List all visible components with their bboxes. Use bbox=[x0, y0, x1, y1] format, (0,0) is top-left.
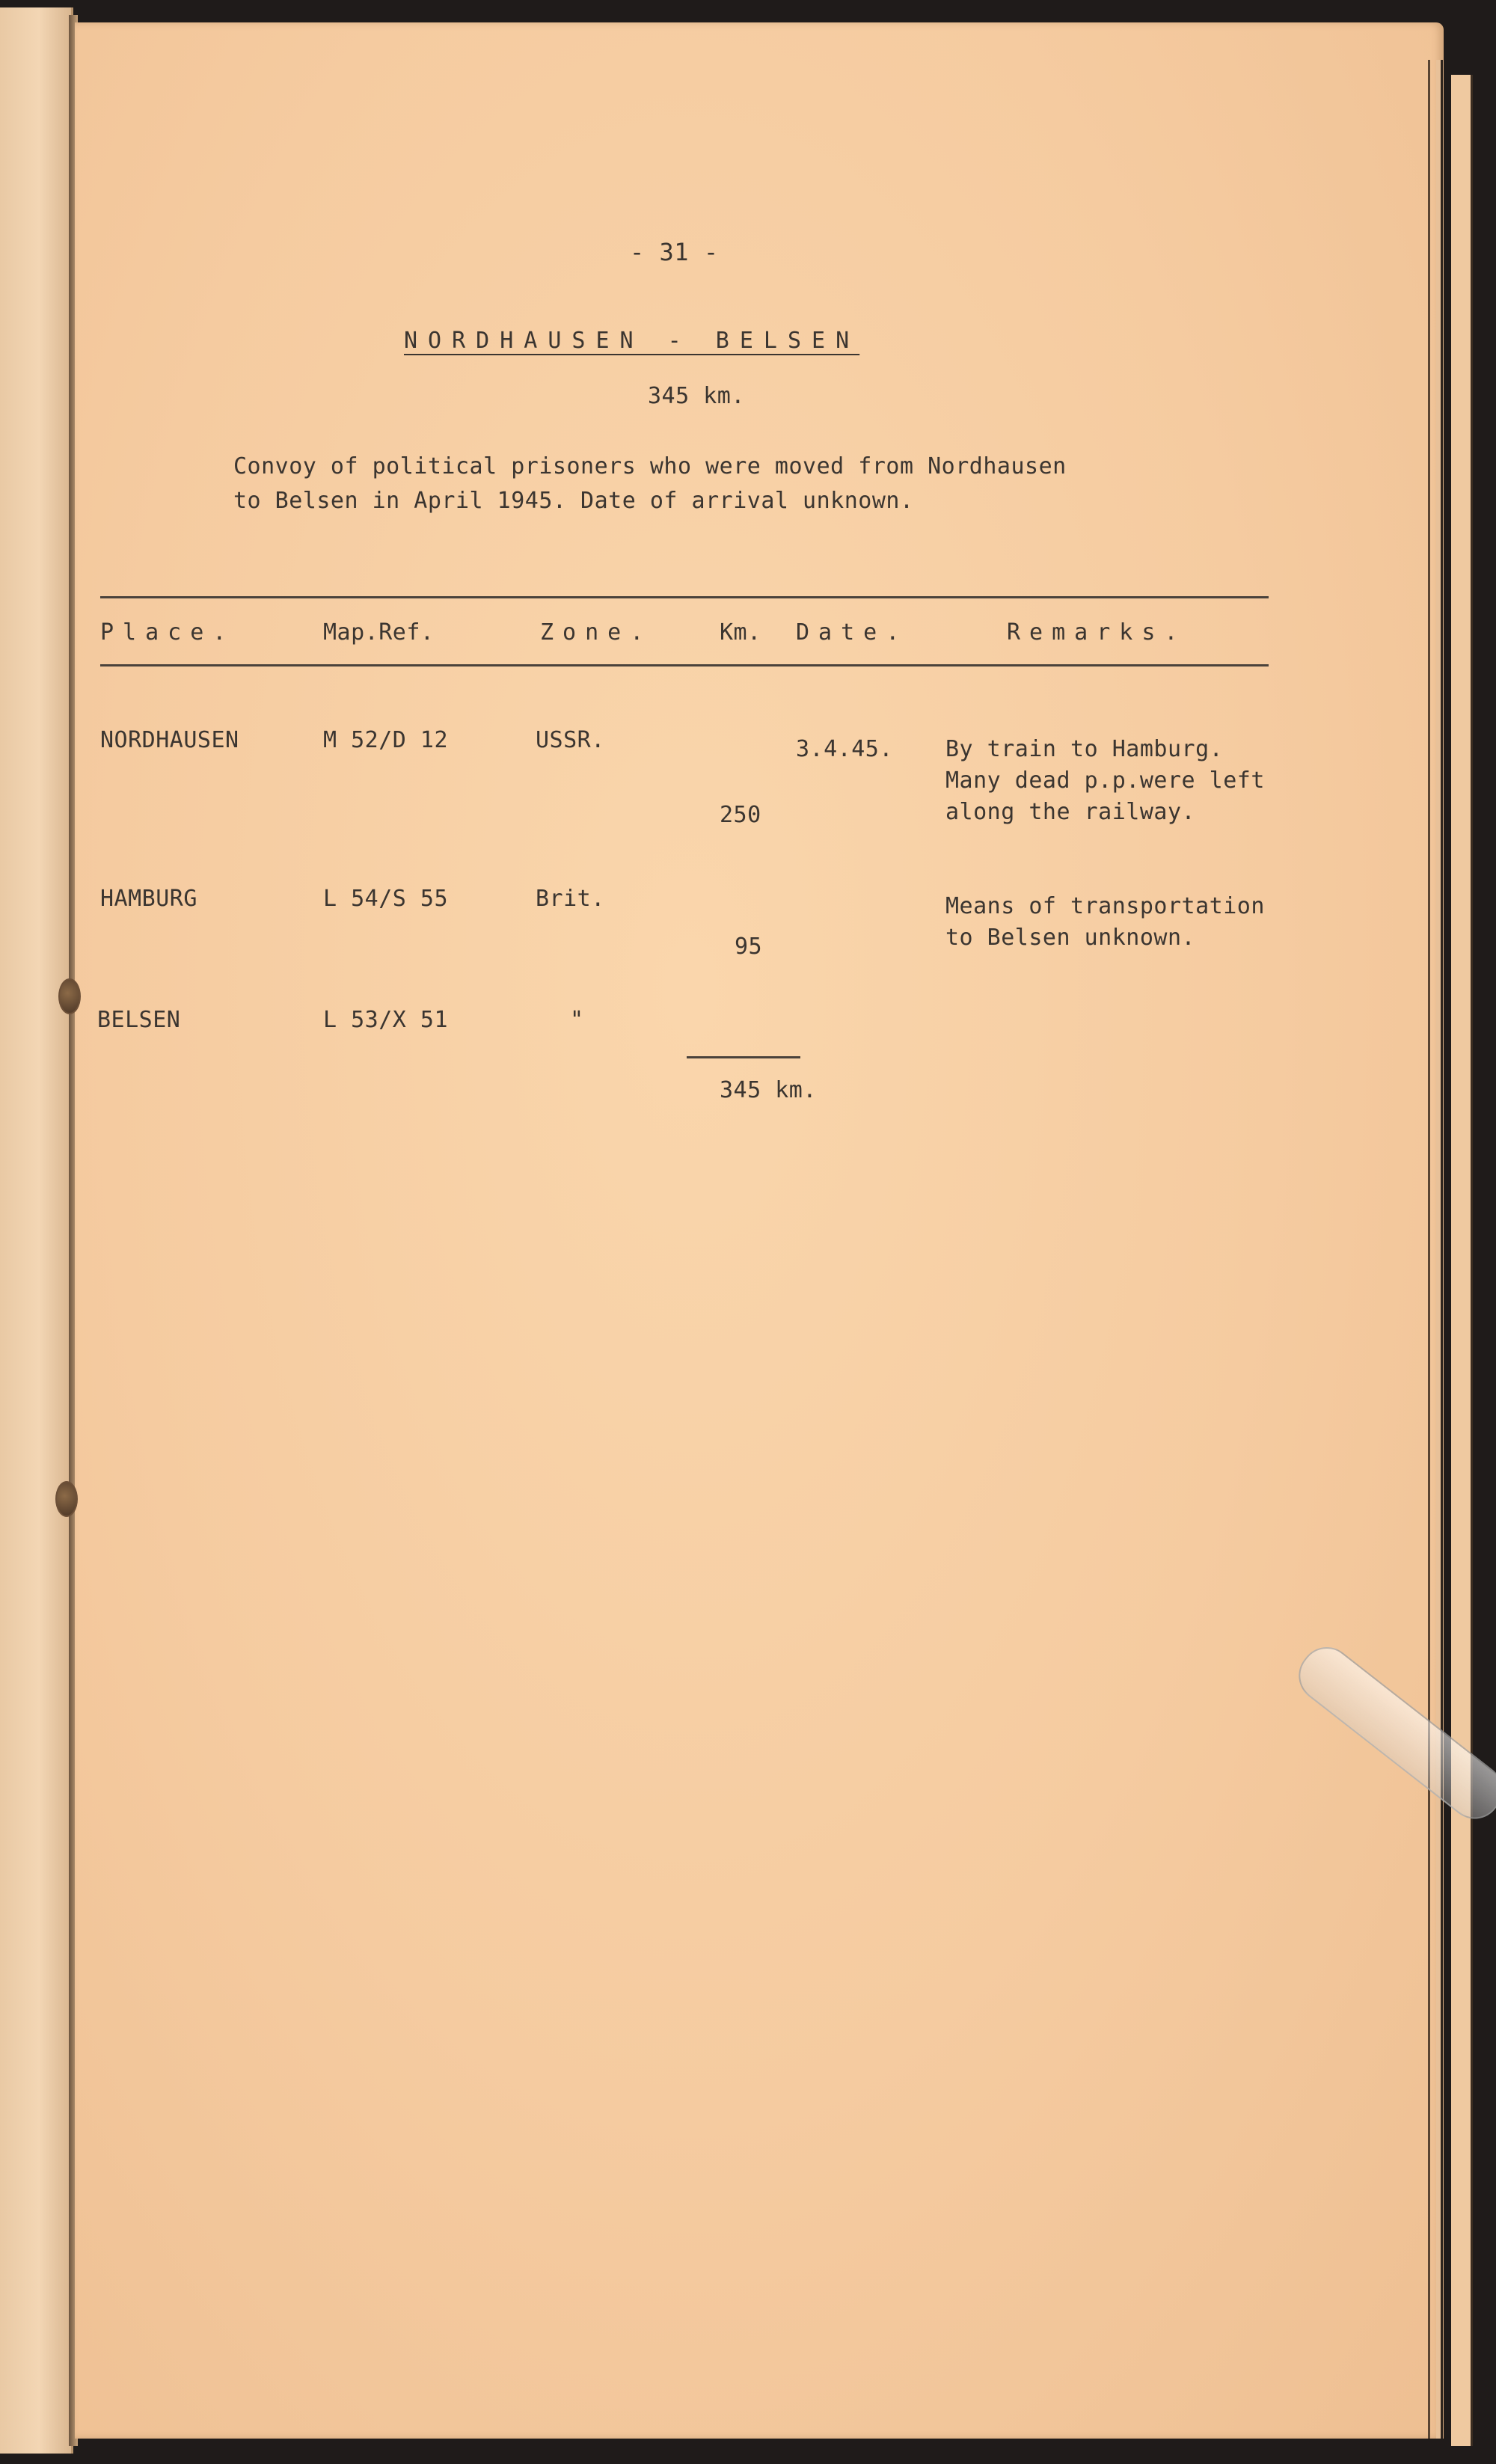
table-cell-map-ref: L 53/X 51 bbox=[323, 1007, 449, 1033]
segment-km: 95 bbox=[735, 934, 763, 960]
description-line-1: Convoy of political prisoners who were moved from Nordhausen bbox=[233, 453, 1067, 479]
table-header-rule bbox=[100, 664, 1269, 666]
table-cell-place: HAMBURG bbox=[100, 886, 197, 912]
page-edge bbox=[1451, 75, 1473, 2446]
table-cell-zone: USSR. bbox=[536, 727, 605, 753]
table-cell-place: BELSEN bbox=[97, 1007, 181, 1033]
binding-hole bbox=[55, 1481, 78, 1517]
table-cell-place: NORDHAUSEN bbox=[100, 727, 239, 753]
table-cell-zone: Brit. bbox=[536, 886, 605, 912]
table-cell-map-ref: L 54/S 55 bbox=[323, 886, 449, 912]
description-line-2: to Belsen in April 1945. Date of arrival unknown. bbox=[233, 488, 914, 514]
column-header-place: Place. bbox=[100, 619, 236, 646]
route-distance: 345 km. bbox=[648, 383, 745, 409]
facing-page bbox=[0, 7, 73, 2454]
column-header-remarks: Remarks. bbox=[1007, 619, 1187, 646]
table-cell-remarks-line: Means of transportation bbox=[945, 893, 1265, 919]
total-distance: 345 km. bbox=[720, 1077, 817, 1103]
column-header-km: Km. bbox=[720, 619, 761, 646]
table-cell-remarks-line: to Belsen unknown. bbox=[945, 925, 1196, 951]
table-cell-remarks-line: Many dead p.p.were left bbox=[945, 767, 1265, 794]
total-rule bbox=[687, 1056, 800, 1058]
column-header-date: Date. bbox=[796, 619, 909, 646]
page-edge bbox=[1436, 60, 1443, 2439]
column-header-map-ref: Map.Ref. bbox=[323, 619, 435, 646]
segment-km: 250 bbox=[720, 802, 761, 828]
page-title: NORDHAUSEN - BELSEN bbox=[404, 328, 860, 354]
binding-hole bbox=[58, 978, 81, 1014]
table-cell-date: 3.4.45. bbox=[796, 736, 893, 762]
table-cell-map-ref: M 52/D 12 bbox=[323, 727, 449, 753]
table-top-rule bbox=[100, 596, 1269, 598]
page-number: - 31 - bbox=[630, 238, 719, 266]
document-page bbox=[75, 22, 1444, 2439]
table-cell-remarks-line: along the railway. bbox=[945, 799, 1196, 825]
column-header-zone: Zone. bbox=[540, 619, 653, 646]
page-edge bbox=[1425, 60, 1430, 2439]
table-cell-remarks-line: By train to Hamburg. bbox=[945, 736, 1224, 762]
table-cell-zone: " bbox=[570, 1007, 584, 1033]
